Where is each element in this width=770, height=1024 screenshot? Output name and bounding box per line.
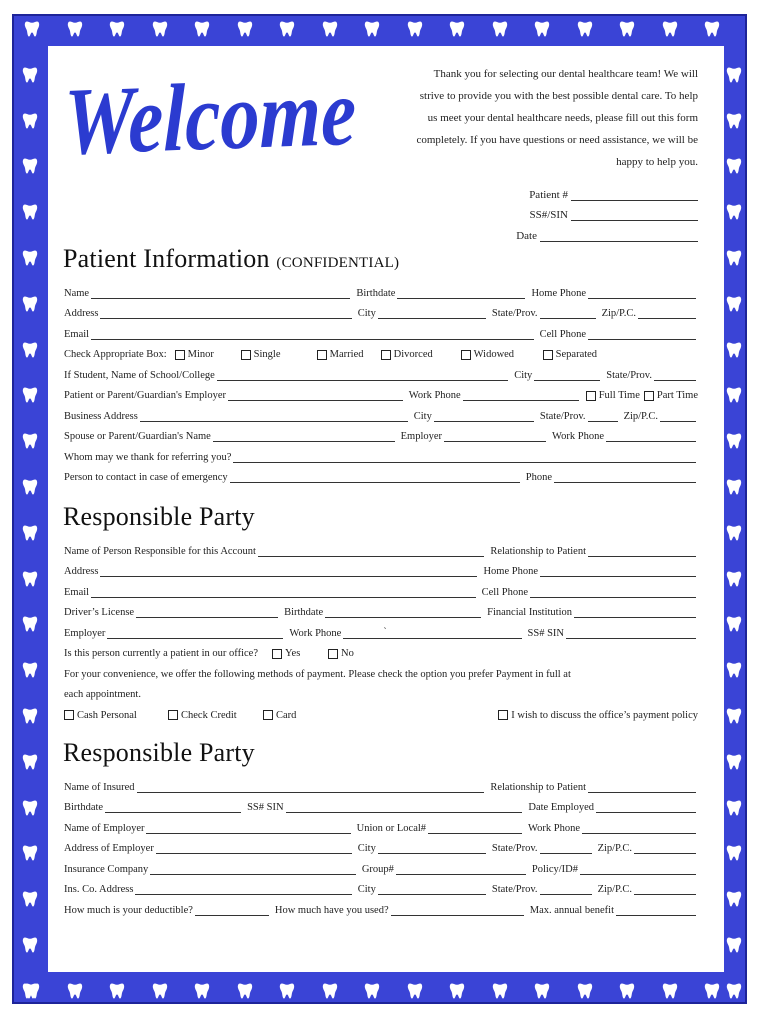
tooth-icon bbox=[726, 203, 742, 221]
welcome-title: Welcome bbox=[64, 55, 420, 175]
date-employed-label: Date Employed bbox=[528, 802, 594, 813]
patient-number-field[interactable] bbox=[571, 189, 698, 201]
tooth-icon bbox=[22, 982, 38, 1000]
payment-text: For your convenience, we offer the following methods of payment. Please check the option you prefer Payment in full at bbox=[64, 668, 571, 680]
tooth-icon bbox=[322, 20, 338, 38]
responsible-ss-label: SS# SIN bbox=[527, 627, 564, 639]
company-city-field[interactable] bbox=[378, 883, 486, 895]
tooth-icon bbox=[67, 20, 83, 38]
tooth-icon bbox=[726, 249, 742, 267]
state-label: State/Prov. bbox=[491, 308, 538, 319]
student-label: If Student, Name of School/College bbox=[64, 369, 215, 381]
current-patient-question: Is this person currently a patient in our office? bbox=[64, 648, 258, 659]
tooth-icon bbox=[726, 615, 742, 633]
company-state-field[interactable] bbox=[540, 883, 592, 895]
employer-field[interactable] bbox=[228, 389, 403, 401]
option-check-credit[interactable] bbox=[168, 710, 263, 721]
city-field[interactable] bbox=[378, 307, 486, 319]
responsible-ss-field[interactable] bbox=[566, 627, 696, 639]
business-address-label: Business Address bbox=[64, 410, 138, 422]
spouse-employer-label: Employer bbox=[400, 431, 443, 442]
option-part-time[interactable] bbox=[644, 390, 698, 401]
responsible-birthdate-label: Birthdate bbox=[284, 607, 324, 618]
tooth-icon bbox=[577, 20, 593, 38]
tooth-icon bbox=[22, 157, 38, 175]
tooth-icon bbox=[22, 341, 38, 359]
option-label: Full Time bbox=[598, 390, 640, 401]
insured-relationship-label: Relationship to Patient bbox=[490, 781, 586, 793]
home-phone-field[interactable] bbox=[588, 287, 696, 299]
tooth-icon bbox=[704, 982, 720, 1000]
checkbox-icon[interactable] bbox=[175, 350, 185, 360]
checkbox-icon[interactable] bbox=[241, 350, 251, 360]
option-married[interactable] bbox=[317, 349, 381, 360]
tooth-icon bbox=[22, 478, 38, 496]
intro-line: happy to help you. bbox=[616, 156, 698, 168]
checkbox-icon[interactable] bbox=[317, 350, 327, 360]
responsible-cell-label: Cell Phone bbox=[481, 586, 528, 598]
birthdate-label: Birthdate bbox=[356, 287, 396, 299]
option-label: I wish to discuss the office’s payment policy bbox=[511, 709, 698, 721]
tooth-icon bbox=[109, 20, 125, 38]
tooth-icon bbox=[534, 20, 550, 38]
option-discuss-policy[interactable] bbox=[498, 710, 698, 721]
employer-state-field[interactable] bbox=[540, 842, 592, 854]
tooth-icon bbox=[22, 570, 38, 588]
option-label: No bbox=[341, 648, 354, 659]
relationship-label: Relationship to Patient bbox=[490, 545, 586, 557]
option-label: Single bbox=[253, 349, 281, 360]
zip-field[interactable] bbox=[638, 307, 696, 319]
option-divorced[interactable] bbox=[381, 349, 461, 360]
emergency-field[interactable] bbox=[230, 471, 520, 483]
state-field[interactable] bbox=[540, 307, 596, 319]
tooth-icon bbox=[662, 20, 678, 38]
tooth-icon bbox=[22, 295, 38, 313]
tooth-icon bbox=[22, 112, 38, 130]
birthdate-field[interactable] bbox=[397, 287, 525, 299]
tooth-icon bbox=[449, 982, 465, 1000]
union-label: Union or Local# bbox=[356, 822, 427, 834]
payment-text-continued: each appointment. bbox=[64, 689, 141, 700]
student-state-label: State/Prov. bbox=[606, 369, 652, 381]
option-single[interactable] bbox=[241, 349, 317, 360]
responsible-home-phone-label: Home Phone bbox=[483, 566, 538, 577]
option-label: Minor bbox=[187, 349, 214, 360]
intro-line: strive to provide you with the best possible dental care. To help bbox=[419, 90, 698, 102]
responsible-section bbox=[64, 536, 698, 721]
patient-heading-text: Patient Information bbox=[63, 244, 270, 273]
insurance-section bbox=[64, 772, 698, 916]
tooth-icon bbox=[22, 203, 38, 221]
company-zip-label: Zip/P.C. bbox=[597, 884, 632, 895]
tooth-icon bbox=[726, 432, 742, 450]
spouse-label: Spouse or Parent/Guardian's Name bbox=[64, 431, 211, 442]
tooth-icon bbox=[726, 890, 742, 908]
checkbox-icon[interactable] bbox=[272, 649, 282, 659]
insured-ss-label: SS# SIN bbox=[247, 802, 284, 813]
date-field[interactable] bbox=[540, 230, 698, 242]
checkbox-icon[interactable] bbox=[498, 710, 508, 720]
tooth-icon bbox=[726, 570, 742, 588]
tooth-icon bbox=[726, 157, 742, 175]
spouse-employer-field[interactable] bbox=[444, 430, 546, 442]
zip-label: Zip/P.C. bbox=[601, 308, 636, 319]
tooth-icon bbox=[22, 844, 38, 862]
tooth-icon bbox=[726, 799, 742, 817]
tooth-icon bbox=[279, 982, 295, 1000]
tooth-icon bbox=[492, 982, 508, 1000]
date-employed-field[interactable] bbox=[596, 801, 696, 813]
group-label: Group# bbox=[361, 863, 394, 875]
marital-row bbox=[64, 340, 698, 361]
tooth-icon bbox=[152, 20, 168, 38]
employer-name-label: Name of Employer bbox=[64, 822, 145, 834]
tooth-icon bbox=[449, 20, 465, 38]
student-field[interactable] bbox=[217, 369, 508, 381]
option-cash-personal[interactable] bbox=[64, 710, 168, 721]
tooth-icon bbox=[22, 524, 38, 542]
referral-label: Whom may we thank for referring you? bbox=[64, 451, 232, 463]
group-field[interactable] bbox=[396, 863, 526, 875]
student-state-field[interactable] bbox=[654, 369, 696, 381]
tooth-icon bbox=[22, 890, 38, 908]
checkbox-icon[interactable] bbox=[381, 350, 391, 360]
business-address-field[interactable] bbox=[140, 410, 408, 422]
insured-work-phone-field[interactable] bbox=[582, 822, 696, 834]
company-address-field[interactable] bbox=[135, 883, 351, 895]
checkbox-icon[interactable] bbox=[64, 710, 74, 720]
employer-address-field[interactable] bbox=[156, 842, 352, 854]
ss-field[interactable] bbox=[571, 209, 698, 221]
emergency-label: Person to contact in case of emergency bbox=[64, 472, 228, 483]
tooth-icon bbox=[534, 982, 550, 1000]
current-patient-row bbox=[64, 639, 698, 660]
intro-line: us meet your dental healthcare needs, please fill out this form bbox=[427, 112, 698, 124]
used-field[interactable] bbox=[391, 904, 524, 916]
work-phone-label: Work Phone bbox=[408, 390, 461, 401]
tooth-icon bbox=[726, 478, 742, 496]
tooth-icon bbox=[726, 844, 742, 862]
company-zip-field[interactable] bbox=[634, 883, 696, 895]
tooth-icon bbox=[577, 982, 593, 1000]
tooth-icon bbox=[279, 20, 295, 38]
checkbox-icon[interactable] bbox=[168, 710, 178, 720]
deductible-label: How much is your deductible? bbox=[64, 904, 193, 916]
id-fields bbox=[480, 180, 698, 242]
tooth-icon bbox=[726, 295, 742, 313]
option-label: Separated bbox=[555, 349, 598, 360]
tooth-icon bbox=[619, 20, 635, 38]
policy-label: Policy/ID# bbox=[531, 863, 578, 875]
tooth-icon bbox=[619, 982, 635, 1000]
stray-mark: ` bbox=[383, 626, 387, 638]
check-box-label: Check Appropriate Box: bbox=[64, 349, 167, 360]
financial-field[interactable] bbox=[574, 606, 696, 618]
responsible-heading: Responsible Party bbox=[63, 502, 255, 531]
option-label: Yes bbox=[285, 648, 301, 659]
tooth-icon bbox=[22, 249, 38, 267]
insurance-heading: Responsible Party bbox=[63, 738, 255, 767]
checkbox-icon[interactable] bbox=[263, 710, 273, 720]
employer-label: Patient or Parent/Guardian's Employer bbox=[64, 390, 226, 401]
tooth-icon bbox=[726, 524, 742, 542]
business-city-label: City bbox=[413, 410, 432, 422]
responsible-birthdate-field[interactable] bbox=[325, 606, 481, 618]
checkbox-icon[interactable] bbox=[328, 649, 338, 659]
insured-birthdate-label: Birthdate bbox=[64, 802, 104, 813]
option-minor[interactable] bbox=[175, 349, 241, 360]
tooth-icon bbox=[726, 341, 742, 359]
responsible-name-label: Name of Person Responsible for this Account bbox=[64, 545, 256, 557]
spouse-work-phone-label: Work Phone bbox=[552, 431, 604, 442]
tooth-icon bbox=[237, 982, 253, 1000]
tooth-icon bbox=[194, 20, 210, 38]
tooth-icon bbox=[726, 707, 742, 725]
option-separated[interactable] bbox=[543, 349, 597, 360]
checkbox-icon[interactable] bbox=[461, 350, 471, 360]
name-field[interactable] bbox=[91, 287, 350, 299]
tooth-icon bbox=[726, 661, 742, 679]
max-benefit-label: Max. annual benefit bbox=[529, 904, 614, 916]
responsible-employer-label: Employer bbox=[64, 627, 106, 639]
employer-name-field[interactable] bbox=[146, 822, 350, 834]
employer-state-label: State/Prov. bbox=[491, 843, 538, 854]
student-city-label: City bbox=[514, 369, 533, 381]
patient-number-label: Patient # bbox=[529, 188, 568, 201]
responsible-email-field[interactable] bbox=[91, 586, 476, 598]
tooth-icon bbox=[22, 386, 38, 404]
responsible-name-field[interactable] bbox=[258, 545, 484, 557]
employer-city-label: City bbox=[357, 843, 376, 854]
email-field[interactable] bbox=[91, 328, 534, 340]
tooth-icon bbox=[407, 982, 423, 1000]
company-state-label: State/Prov. bbox=[491, 884, 538, 895]
home-phone-label: Home Phone bbox=[531, 287, 586, 299]
referral-field[interactable] bbox=[233, 451, 696, 463]
option-label: Card bbox=[276, 709, 297, 721]
patient-heading bbox=[63, 244, 399, 274]
cell-label: Cell Phone bbox=[539, 328, 586, 340]
employer-zip-field[interactable] bbox=[634, 842, 696, 854]
work-phone-field[interactable] bbox=[463, 389, 579, 401]
email-label: Email bbox=[64, 328, 90, 340]
spouse-work-phone-field[interactable] bbox=[606, 430, 696, 442]
emergency-phone-field[interactable] bbox=[554, 471, 696, 483]
responsible-address-field[interactable] bbox=[100, 565, 477, 577]
city-label: City bbox=[357, 308, 376, 319]
responsible-work-phone-label: Work Phone bbox=[289, 627, 342, 639]
tooth-icon bbox=[22, 615, 38, 633]
insurance-company-label: Insurance Company bbox=[64, 863, 149, 875]
business-zip-label: Zip/P.C. bbox=[623, 410, 658, 422]
intro-paragraph bbox=[384, 63, 698, 173]
patient-section bbox=[64, 278, 698, 483]
company-address-label: Ins. Co. Address bbox=[64, 884, 134, 895]
name-label: Name bbox=[64, 287, 90, 299]
company-city-label: City bbox=[357, 884, 376, 895]
license-label: Driver’s License bbox=[64, 607, 135, 618]
tooth-icon bbox=[322, 982, 338, 1000]
option-label: Part Time bbox=[656, 390, 698, 401]
checkbox-icon[interactable] bbox=[586, 391, 596, 401]
responsible-work-phone-field[interactable] bbox=[343, 627, 521, 639]
option-widowed[interactable] bbox=[461, 349, 543, 360]
employer-zip-label: Zip/P.C. bbox=[597, 843, 632, 854]
tooth-icon bbox=[237, 20, 253, 38]
insured-relationship-field[interactable] bbox=[588, 781, 696, 793]
date-label: Date bbox=[516, 229, 537, 242]
option-label: Widowed bbox=[473, 349, 515, 360]
employer-city-field[interactable] bbox=[378, 842, 486, 854]
tooth-icon bbox=[364, 20, 380, 38]
financial-label: Financial Institution bbox=[487, 607, 572, 618]
deductible-field[interactable] bbox=[195, 904, 269, 916]
employer-address-label: Address of Employer bbox=[64, 843, 154, 854]
welcome-logo bbox=[62, 55, 420, 175]
checkbox-icon[interactable] bbox=[644, 391, 654, 401]
option-label: Cash Personal bbox=[77, 709, 137, 721]
tooth-icon bbox=[67, 982, 83, 1000]
union-field[interactable] bbox=[428, 822, 522, 834]
tooth-icon bbox=[492, 20, 508, 38]
tooth-icon bbox=[22, 753, 38, 771]
tooth-icon bbox=[726, 66, 742, 84]
option-yes[interactable] bbox=[272, 648, 328, 659]
tooth-icon bbox=[22, 66, 38, 84]
option-label: Divorced bbox=[393, 349, 433, 360]
tooth-icon bbox=[24, 20, 40, 38]
insured-birthdate-field[interactable] bbox=[105, 801, 241, 813]
insured-field[interactable] bbox=[137, 781, 485, 793]
insured-ss-field[interactable] bbox=[286, 801, 523, 813]
ss-label: SS#/SIN bbox=[529, 209, 568, 221]
spouse-field[interactable] bbox=[213, 430, 395, 442]
student-city-field[interactable] bbox=[534, 369, 600, 381]
tooth-icon bbox=[662, 982, 678, 1000]
tooth-icon bbox=[704, 20, 720, 38]
tooth-icon bbox=[22, 936, 38, 954]
tooth-icon bbox=[726, 936, 742, 954]
policy-field[interactable] bbox=[580, 863, 696, 875]
intro-line: completely. If you have questions or need assistance, we will be bbox=[416, 134, 698, 146]
payment-options bbox=[64, 700, 698, 721]
option-full-time[interactable] bbox=[586, 390, 640, 401]
responsible-cell-field[interactable] bbox=[530, 586, 696, 598]
business-zip-field[interactable] bbox=[660, 410, 696, 422]
business-state-field[interactable] bbox=[588, 410, 618, 422]
checkbox-icon[interactable] bbox=[543, 350, 553, 360]
tooth-icon bbox=[109, 982, 125, 1000]
tooth-icon bbox=[407, 20, 423, 38]
tooth-icon bbox=[22, 707, 38, 725]
confidential-note: (CONFIDENTIAL) bbox=[276, 255, 400, 271]
business-city-field[interactable] bbox=[434, 410, 534, 422]
tooth-icon bbox=[22, 432, 38, 450]
insured-label: Name of Insured bbox=[64, 781, 135, 793]
emergency-phone-label: Phone bbox=[525, 472, 552, 483]
tooth-icon bbox=[726, 112, 742, 130]
intro-line: Thank you for selecting our dental healthcare team! We will bbox=[433, 68, 698, 80]
option-card[interactable] bbox=[263, 710, 498, 721]
tooth-icon bbox=[152, 982, 168, 1000]
tooth-icon bbox=[726, 386, 742, 404]
tooth-icon bbox=[364, 982, 380, 1000]
responsible-home-phone-field[interactable] bbox=[540, 565, 696, 577]
tooth-icon bbox=[194, 982, 210, 1000]
option-no[interactable] bbox=[328, 648, 354, 659]
max-benefit-field[interactable] bbox=[616, 904, 696, 916]
tooth-icon bbox=[22, 661, 38, 679]
address-field[interactable] bbox=[100, 307, 351, 319]
insured-work-phone-label: Work Phone bbox=[528, 822, 580, 834]
business-state-label: State/Prov. bbox=[539, 410, 586, 422]
cell-field[interactable] bbox=[588, 328, 696, 340]
option-label: Check Credit bbox=[181, 709, 237, 721]
responsible-email-label: Email bbox=[64, 586, 90, 598]
responsible-address-label: Address bbox=[64, 566, 99, 577]
license-field[interactable] bbox=[136, 606, 278, 618]
used-label: How much have you used? bbox=[274, 904, 389, 916]
tooth-icon bbox=[726, 753, 742, 771]
address-label: Address bbox=[64, 308, 99, 319]
tooth-icon bbox=[726, 982, 742, 1000]
insurance-company-field[interactable] bbox=[150, 863, 356, 875]
relationship-field[interactable] bbox=[588, 545, 696, 557]
responsible-employer-field[interactable] bbox=[107, 627, 283, 639]
option-label: Married bbox=[329, 349, 364, 360]
tooth-icon bbox=[22, 799, 38, 817]
